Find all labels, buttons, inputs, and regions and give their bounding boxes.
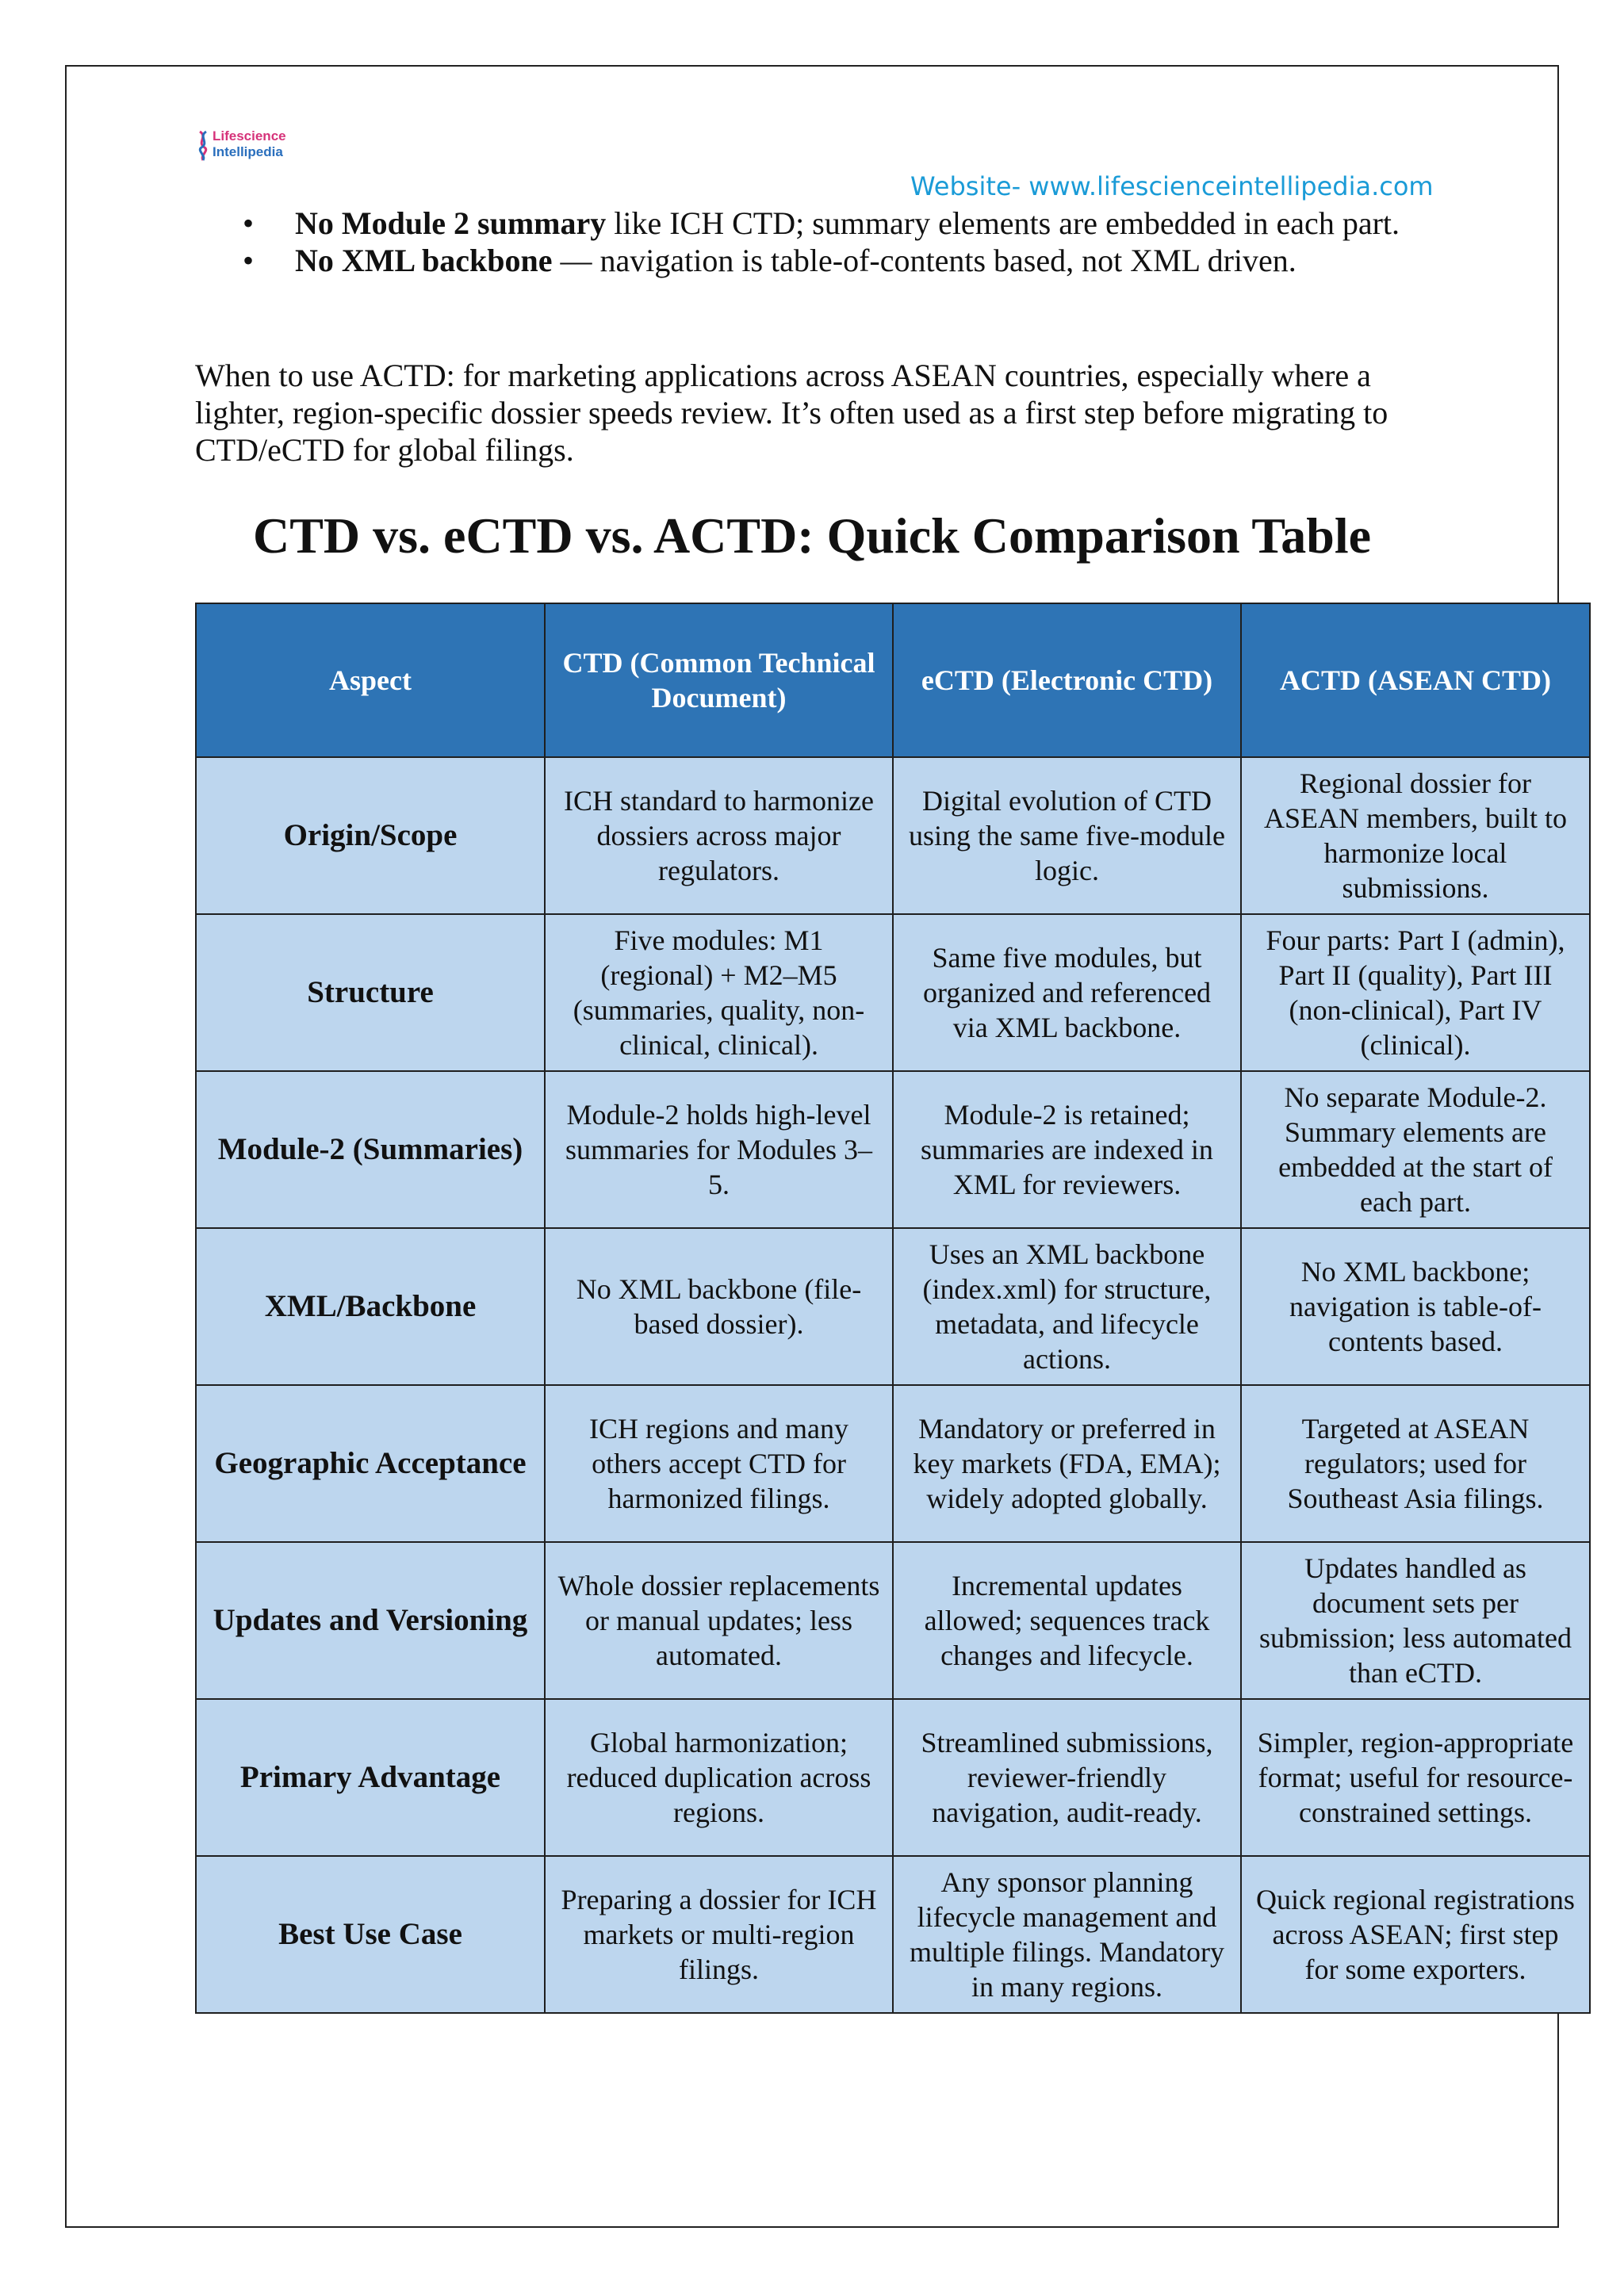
comparison-table-wrap <box>195 603 1591 2014</box>
table-cell: Preparing a dossier for ICH markets or multi-region filings. <box>545 1856 893 2013</box>
table-cell: Module-2 holds high-level summaries for Modules 3–5. <box>545 1071 893 1228</box>
table-row <box>196 1856 1590 2013</box>
bullet-item <box>243 205 1416 242</box>
paragraph: When to use ACTD: for marketing applications across ASEAN countries, especially where a lighter, region-specific dossier speeds review. It’s often used as a first step before migrating to CTD/eCTD for global filings. <box>195 358 1388 468</box>
table-cell: Updates handled as document sets per submission; less automated than eCTD. <box>1241 1542 1590 1699</box>
table-header-row <box>196 603 1590 757</box>
logo <box>195 127 338 165</box>
page-title: CTD vs. eCTD vs. ACTD: Quick Comparison Table <box>253 507 1371 564</box>
aspect-cell: Geographic Acceptance <box>196 1385 545 1542</box>
aspect-cell: Updates and Versioning <box>196 1542 545 1699</box>
aspect-cell: Primary Advantage <box>196 1699 545 1856</box>
table-cell: Uses an XML backbone (index.xml) for structure, metadata, and lifecycle actions. <box>893 1228 1241 1385</box>
table-row <box>196 1228 1590 1385</box>
table-cell: No XML backbone (file-based dossier). <box>545 1228 893 1385</box>
bullet-text: — navigation is table-of-contents based, not XML driven. <box>552 243 1297 278</box>
aspect-cell: XML/Backbone <box>196 1228 545 1385</box>
table-cell: Mandatory or preferred in key markets (FDA, EMA); widely adopted globally. <box>893 1385 1241 1542</box>
table-row <box>196 1385 1590 1542</box>
website-link[interactable]: Website- www.lifescienceintellipedia.com <box>910 171 1434 201</box>
table-cell: Incremental updates allowed; sequences track changes and lifecycle. <box>893 1542 1241 1699</box>
header-cell: Aspect <box>196 603 545 757</box>
aspect-cell: Structure <box>196 914 545 1071</box>
table-cell: Five modules: M1 (regional) + M2–M5 (summaries, quality, non-clinical, clinical). <box>545 914 893 1071</box>
logo-line-1: Lifescience <box>213 128 286 144</box>
aspect-cell: Best Use Case <box>196 1856 545 2013</box>
comparison-table <box>195 603 1591 2014</box>
table-row <box>196 1699 1590 1856</box>
table-cell: Digital evolution of CTD using the same five-module logic. <box>893 757 1241 914</box>
table-cell: ICH standard to harmonize dossiers across major regulators. <box>545 757 893 914</box>
table-cell: No separate Module-2. Summary elements are embedded at the start of each part. <box>1241 1071 1590 1228</box>
table-cell: Targeted at ASEAN regulators; used for Southeast Asia filings. <box>1241 1385 1590 1542</box>
bullet-bold: No XML backbone <box>295 243 553 278</box>
logo-icon <box>195 130 211 162</box>
bullet-bold: No Module 2 summary <box>295 205 607 241</box>
table-cell: ICH regions and many others accept CTD for harmonized filings. <box>545 1385 893 1542</box>
bullet-text: like ICH CTD; summary elements are embedded in each part. <box>606 205 1400 241</box>
table-row <box>196 1542 1590 1699</box>
table-cell: Regional dossier for ASEAN members, built to harmonize local submissions. <box>1241 757 1590 914</box>
aspect-cell: Module-2 (Summaries) <box>196 1071 545 1228</box>
table-cell: Quick regional registrations across ASEAN; first step for some exporters. <box>1241 1856 1590 2013</box>
table-cell: Same five modules, but organized and referenced via XML backbone. <box>893 914 1241 1071</box>
table-cell: Simpler, region-appropriate format; useful for resource-constrained settings. <box>1241 1699 1590 1856</box>
bullet-item <box>243 242 1416 279</box>
table-cell: Four parts: Part I (admin), Part II (quality), Part III (non-clinical), Part IV (clinical). <box>1241 914 1590 1071</box>
header-cell: CTD (Common Technical Document) <box>545 603 893 757</box>
table-cell: Streamlined submissions, reviewer-friendly navigation, audit-ready. <box>893 1699 1241 1856</box>
table-cell: Any sponsor planning lifecycle management and multiple filings. Mandatory in many regions. <box>893 1856 1241 2013</box>
table-cell: Global harmonization; reduced duplication across regions. <box>545 1699 893 1856</box>
header-cell: ACTD (ASEAN CTD) <box>1241 603 1590 757</box>
table-row <box>196 914 1590 1071</box>
table-cell: Module-2 is retained; summaries are indexed in XML for reviewers. <box>893 1071 1241 1228</box>
table-row <box>196 757 1590 914</box>
aspect-cell: Origin/Scope <box>196 757 545 914</box>
bullet-list <box>243 205 1416 279</box>
table-cell: No XML backbone; navigation is table-of-contents based. <box>1241 1228 1590 1385</box>
header-cell: eCTD (Electronic CTD) <box>893 603 1241 757</box>
table-cell: Whole dossier replacements or manual updates; less automated. <box>545 1542 893 1699</box>
table-row <box>196 1071 1590 1228</box>
logo-line-2: Intellipedia <box>213 144 283 159</box>
